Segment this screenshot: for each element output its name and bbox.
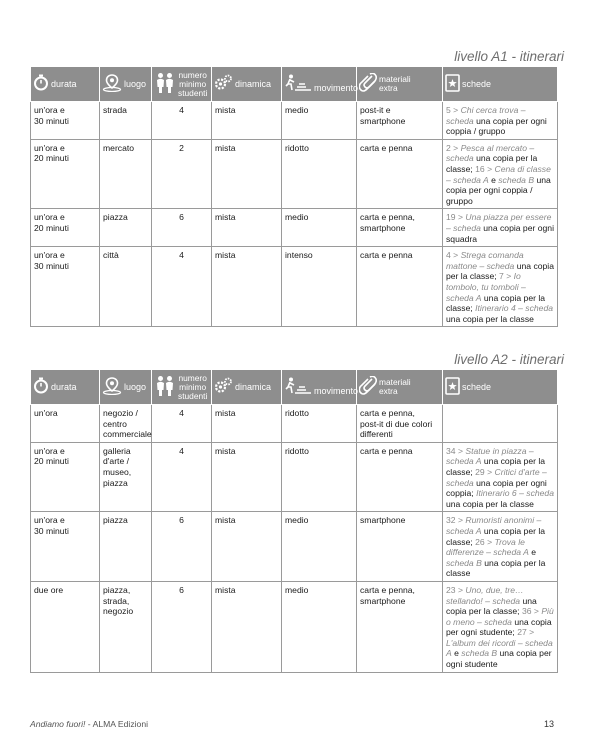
column-header-label: minimo [179,78,207,89]
activity-text: una copia per la classe; [446,260,554,282]
activity-reference: Chi cerca trova – scheda [446,105,526,126]
table-row [31,512,558,582]
column-header-label: durata [51,381,77,392]
column-header-schede [443,67,558,102]
footer-book-title: Andiamo fuori! [30,719,86,729]
location-pin-icon [102,377,122,398]
people-icon [154,375,176,400]
cell-schede [443,512,558,582]
cell-materiali: carta e penna [357,139,443,209]
cell-numero: 4 [152,442,212,512]
activity-text: una copia per ogni coppia / gruppo [446,174,551,206]
activity-text: 2 > [446,142,461,153]
activity-reference: Rumoristi anonimi – scheda A [446,515,542,536]
table-row [31,139,558,209]
cell-numero: 2 [152,139,212,209]
activity-reference: Itinerario 4 – scheda [475,303,554,314]
cell-movimento: medio [282,512,357,582]
cell-dinamica: mista [212,581,282,672]
activity-text: 7 > [499,271,514,282]
activity-reference: Itinerario 6 – scheda [476,488,554,499]
cell-luogo: negozio / centro commerciale [100,405,152,443]
cell-movimento: ridotto [282,405,357,443]
column-header-luogo [100,370,152,405]
activity-text: e [528,547,536,558]
activity-reference: Trova le differenze – scheda A [446,536,529,558]
cell-schede [443,247,558,327]
column-header-dinamica [212,67,282,102]
cell-numero: 4 [152,405,212,443]
walking-person-icon [284,74,312,95]
activity-reference: Cena di classe – scheda A [446,163,551,185]
column-header-label: extra [379,386,398,396]
cell-numero: 6 [152,512,212,582]
star-card-icon [445,74,460,95]
column-header-label: schede [462,78,492,89]
activity-text: una copia per ogni coppia; [446,477,547,499]
activity-text: una copia per la classe; [446,292,546,314]
itinerary-table-a1 [30,66,558,327]
activity-text: una copia per la classe; [446,456,546,477]
location-pin-icon [102,74,122,95]
activity-reference: Critici d'arte – scheda [446,466,547,488]
activity-text: una copia per la classe [446,557,546,579]
paperclip-icon [359,73,377,96]
header-row [31,370,558,405]
table-row [31,102,558,140]
cell-luogo: piazza, strada, negozio [100,581,152,672]
column-header-label: luogo [124,381,147,392]
column-header-materiali [357,67,443,102]
activity-text: 27 > [517,627,535,638]
activity-reference: scheda B [498,174,535,185]
cell-materiali: carta e penna [357,442,443,512]
cell-dinamica: mista [212,512,282,582]
cell-schede [443,139,558,209]
cell-durata: un'ora e 30 minuti [31,512,100,582]
column-header-label: movimento [314,82,359,93]
stopwatch-icon [33,377,49,397]
cell-luogo: piazza [100,209,152,247]
activity-text: 29 > [475,466,495,477]
column-header-label: minimo [179,381,207,392]
cell-durata: un'ora e 20 minuti [31,139,100,209]
paperclip-icon [359,376,377,399]
activity-reference: Pesca al mercato – scheda [446,142,535,164]
activity-reference: scheda B [461,648,498,659]
cell-durata: un'ora e 30 minuti [31,102,100,140]
activity-text: 32 > [446,515,466,526]
activity-text: 19 > [446,212,466,223]
gears-icon [214,74,233,94]
cell-schede [443,102,558,140]
column-header-numero [152,370,212,405]
star-card-icon [445,377,460,398]
cell-materiali: post-it e smartphone [357,102,443,140]
cell-durata: un'ora [31,405,100,443]
cell-dinamica: mista [212,442,282,512]
footer-publisher: ALMA Edizioni [92,719,149,729]
footer-separator: - [85,719,93,729]
table-row [31,247,558,327]
activity-reference: Uno, due, tre… stellando! – scheda [446,584,524,606]
cell-schede [443,405,558,443]
activity-reference: Statue in piazza – scheda A [446,445,534,467]
activity-text: una copia per ogni studente; [446,616,552,638]
activity-reference: L'album dei ricordi – scheda A [446,637,553,659]
column-header-movimento [282,370,357,405]
cell-materiali: carta e penna, post-it di due colori differenti [357,405,443,443]
column-header-label: extra [379,83,398,93]
column-header-durata [31,67,100,102]
people-icon [154,72,176,97]
column-header-label: materiali [379,377,411,387]
activity-reference: Una piazza per essere – scheda [446,212,552,233]
cell-luogo: strada [100,102,152,140]
cell-movimento: medio [282,102,357,140]
column-header-label: schede [462,381,492,392]
activity-text: e [451,648,462,659]
activity-reference: Più o meno – scheda [446,606,554,627]
activity-text: 36 > [521,606,542,617]
cell-materiali: smartphone [357,512,443,582]
cell-dinamica: mista [212,405,282,443]
column-header-luogo [100,67,152,102]
cell-luogo: città [100,247,152,327]
cell-numero: 4 [152,247,212,327]
table-row [31,442,558,512]
activity-text: 5 > [446,105,461,115]
column-header-label: durata [51,78,77,89]
cell-dinamica: mista [212,102,282,140]
cell-durata: un'ora e 30 minuti [31,247,100,327]
section-title-a2: livello A2 - itinerari [454,352,564,367]
activity-text: una copia per la classe; [446,595,537,617]
column-header-label: numero [178,69,207,80]
stopwatch-icon [33,74,49,94]
page-number: 13 [543,719,554,729]
activity-text: una copia per ogni coppia / gruppo [446,115,547,137]
cell-numero: 6 [152,209,212,247]
section-title-a1: livello A1 - itinerari [454,49,564,64]
column-header-label: materiali [379,74,411,84]
cell-numero: 4 [152,102,212,140]
activity-text: 26 > [475,536,495,547]
cell-movimento: ridotto [282,139,357,209]
cell-materiali: carta e penna, smartphone [357,209,443,247]
column-header-durata [31,370,100,405]
column-header-label: luogo [124,78,147,89]
cell-movimento: intenso [282,247,357,327]
table-row [31,581,558,672]
cell-luogo: galleria d'arte / museo, piazza [100,442,152,512]
column-header-movimento [282,67,357,102]
cell-schede [443,209,558,247]
column-header-label: dinamica [235,78,272,89]
cell-luogo: piazza [100,512,152,582]
column-header-label: dinamica [235,381,272,392]
activity-reference: Io tombolo, tu tomboli – scheda A [446,271,526,303]
walking-person-icon [284,377,312,398]
column-header-label: studenti [178,390,208,401]
itinerary-table-a2 [30,369,558,673]
column-header-dinamica [212,370,282,405]
cell-durata: due ore [31,581,100,672]
activity-text: 4 > [446,250,461,261]
cell-luogo: mercato [100,139,152,209]
cell-movimento: medio [282,209,357,247]
cell-schede [443,581,558,672]
table-row [31,405,558,443]
cell-dinamica: mista [212,209,282,247]
activity-text: 34 > [446,445,466,456]
cell-materiali: carta e penna [357,247,443,327]
column-header-materiali [357,370,443,405]
cell-movimento: medio [282,581,357,672]
footer-credit [30,719,148,729]
cell-durata: un'ora e 20 minuti [31,442,100,512]
activity-text: 23 > [446,584,466,595]
column-header-schede [443,370,558,405]
column-header-label: numero [178,372,207,383]
activity-text: una copia per la classe [446,313,534,324]
activity-reference: Strega comanda mattone – scheda [446,250,524,271]
header-row [31,67,558,102]
activity-text: una copia per ogni studente [446,648,552,670]
activity-text: 16 > [475,163,495,174]
column-header-label: movimento [314,385,359,396]
activity-text: una copia per la classe; [446,153,538,174]
activity-text: e [488,174,499,185]
column-header-numero [152,67,212,102]
cell-dinamica: mista [212,247,282,327]
cell-numero: 6 [152,581,212,672]
activity-text: una copia per ogni squadra [446,222,554,244]
gears-icon [214,377,233,397]
activity-reference: scheda B [446,557,482,568]
cell-movimento: ridotto [282,442,357,512]
table-row [31,209,558,247]
activity-text: una copia per la classe [446,498,534,509]
column-header-label: studenti [178,87,208,98]
cell-durata: un'ora e 20 minuti [31,209,100,247]
cell-materiali: carta e penna, smartphone [357,581,443,672]
cell-schede [443,442,558,512]
activity-text: una copia per la classe; [446,525,546,547]
cell-dinamica: mista [212,139,282,209]
